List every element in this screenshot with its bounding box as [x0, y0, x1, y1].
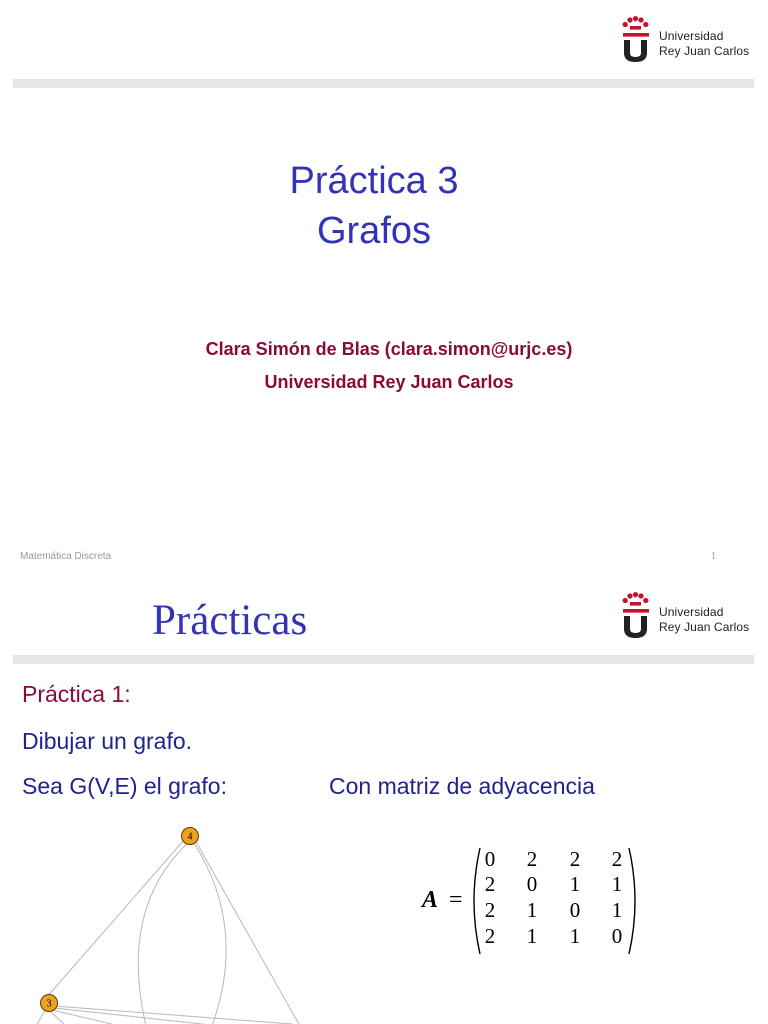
instruction-text: Dibujar un grafo. [22, 728, 193, 754]
graph-drawing [0, 816, 380, 1024]
graph-edge [51, 1012, 66, 1024]
matrix-cell: 1 [611, 872, 623, 896]
author-line: Clara Simón de Blas (clara.simon@urjc.es) [205, 339, 573, 359]
footer-page-number: 1 [711, 551, 716, 562]
matrix-cell: 1 [569, 924, 581, 948]
matrix-cell: 1 [569, 872, 581, 896]
matrix-cell: 2 [484, 898, 496, 922]
urjc-crest-icon [621, 592, 651, 638]
header-divider [13, 655, 754, 664]
footer-course: Matemática Discreta [20, 551, 112, 562]
matrix-name: A [422, 887, 439, 913]
graph-node-label: 3 [46, 998, 52, 1010]
logo-text-line-2: Rey Juan Carlos [659, 620, 750, 634]
graph-edge [195, 840, 300, 1024]
matrix-cell: 0 [526, 872, 538, 896]
university-logo [621, 16, 749, 62]
matrix-equals: = [449, 887, 463, 913]
logo-text-line-1: Universidad [659, 29, 724, 43]
graph-edge [192, 840, 226, 1024]
matrix-right-paren [629, 848, 635, 954]
matrix-cell: 0 [611, 924, 623, 948]
matrix-cell: 1 [611, 898, 623, 922]
matrix-cell: 2 [611, 847, 623, 871]
matrix-left-paren [474, 848, 480, 954]
matrix-cell: 0 [484, 847, 496, 871]
logo-text-line-2: Rey Juan Carlos [659, 44, 750, 58]
slide-2 [0, 580, 768, 1024]
slide-title-line-1: Práctica 3 [289, 160, 459, 202]
slide-title: Prácticas [152, 597, 308, 644]
matrix-caption: Con matriz de adyacencia [329, 773, 595, 799]
logo-text-line-1: Universidad [659, 605, 724, 619]
graph-edge [36, 1009, 46, 1024]
matrix-cell: 1 [526, 898, 538, 922]
graph-node-3 [41, 995, 58, 1012]
graph-edge [138, 840, 191, 1024]
matrix-cell: 1 [526, 924, 538, 948]
university-logo [621, 592, 749, 638]
graph-caption: Sea G(V,E) el grafo: [22, 773, 227, 799]
matrix-cell: 2 [569, 847, 581, 871]
matrix-cell: 2 [484, 924, 496, 948]
graph-node-4 [182, 828, 199, 845]
matrix-cell: 2 [526, 847, 538, 871]
header-divider [13, 79, 754, 88]
urjc-crest-icon [621, 16, 651, 62]
institution-line: Universidad Rey Juan Carlos [264, 372, 514, 392]
practice-heading: Práctica 1: [22, 681, 131, 707]
adjacency-matrix [418, 842, 640, 960]
graph-edge [46, 840, 184, 998]
matrix-cell: 2 [484, 872, 496, 896]
graph-node-label: 4 [187, 831, 193, 843]
slide-title-line-2: Grafos [316, 210, 432, 252]
matrix-cell: 0 [569, 898, 581, 922]
